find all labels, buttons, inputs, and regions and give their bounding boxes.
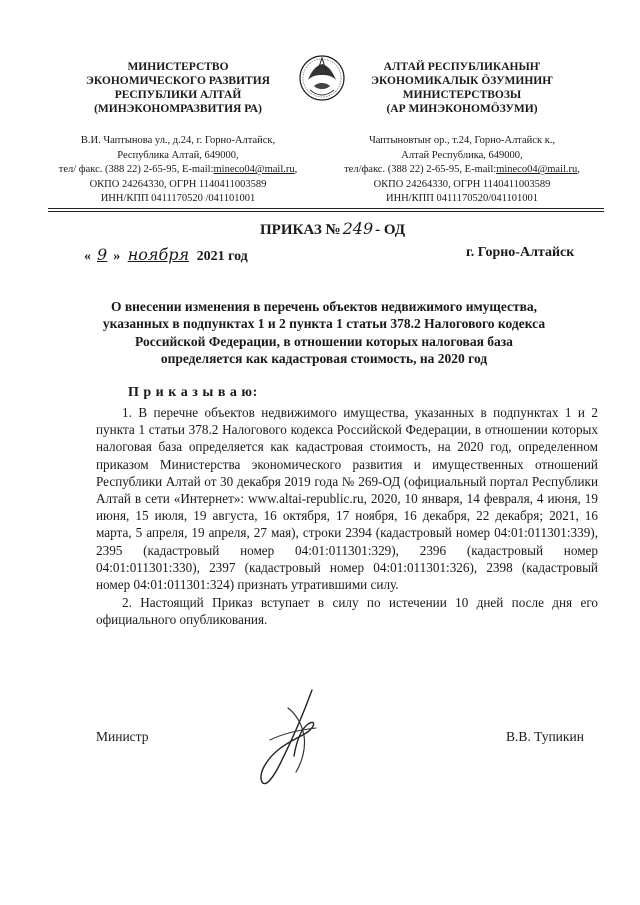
org-address-ru: В.И. Чаптынова ул., д.24, г. Горно-Алтайск, Республика Алтай, 649000, тел/ факс. (388 22) 2-65-95, E-mail:mineco04@mail.ru, ОКПО 24264330, ОГРН 1140411003589 ИНН/КПП 0411170520 /041101001 — [58, 135, 298, 205]
email-link[interactable]: mineco04@mail.ru — [213, 164, 295, 176]
body-heading: П р и к а з ы в а ю: — [128, 385, 258, 400]
org-name-alt: АЛТАЙ РЕСПУБЛИКАНЫҤ ЭКОНОМИКАЛЫК ÖЗУМИНИҤ МИНИСТЕРСТВОЗЫ (АР МИНЭКОНОМÖЗУМИ) — [371, 61, 553, 115]
paragraph-1: 1. В перечне объектов недвижимого имущества, указанных в подпунктах 1 и 2 пункта 1 статьи 378.2 Налогового кодекса Российской Федерации, в отношении которых налоговая база определяется как кадастровая стоимость, на 2020 год, определенном приказом Министерства экономического развития и имущественных отношений Республики Алтай от 30 декабря 2019 года № 269-ОД (официальный портал Республики Алтай в сети «Интернет»: www.altai-republic.ru, 2020, 10 января, 14 февраля, 4 июня, 19 июня, 15 июля, 19 августа, 16 октября, 17 ноября, 16 декабря, 22 декабря; 2021, 16 марта, 5 апреля, 19 апреля, 27 мая), строки 2394 (кадастровый номер 04:01:011301:339), 2395 (кадастровый номер 04:01:011301:329), 2396 (кадастровый номер 04:01:011301:330), 2397 (кадастровый номер 04:01:011301:326), 2398 (кадастровый номер 04:01:011301:324) признать утратившими силу. — [96, 405, 598, 593]
header-divider — [48, 211, 604, 212]
signature-icon — [252, 684, 330, 796]
header-right — [328, 60, 596, 207]
order-date: « 9 » ноября 2021 год — [84, 245, 248, 264]
header-divider — [48, 208, 604, 209]
org-address-alt: Чаптыновтыҥ ор., т.24, Горно-Алтайск к., Алтай Республика, 649000, тел/факс. (388 22) 2-65-95, E-mail:mineco04@mail.ru, ОКПО 24264330, ОГРН 1140411003589 ИНН/КПП 0411170520/041101001 — [344, 135, 580, 205]
order-number-handwritten: 249 — [342, 219, 374, 238]
signatory-position: Министр — [96, 729, 149, 744]
document-title: О внесении изменения в перечень объектов недвижимого имущества, указанных в подпунктах 1 и 2 пункта 1 статьи 378.2 Налогового кодекса Российской Федерации, в отношении которых налоговая база определяется как кадастровая стоимость, на 2020 год — [102, 299, 546, 366]
order-city: г. Горно-Алтайск — [466, 245, 575, 260]
order-body — [96, 404, 598, 629]
order-number: ПРИКАЗ № 249 - ОД — [260, 219, 406, 238]
paragraph-2: 2. Настоящий Приказ вступает в силу по истечении 10 дней после дня его официального опубликования. — [96, 595, 598, 628]
email-link[interactable]: mineco04@mail.ru — [496, 164, 578, 176]
signatory-name: В.В. Тупикин — [506, 729, 584, 744]
org-name-ru: МИНИСТЕРСТВО ЭКОНОМИЧЕСКОГО РАЗВИТИЯ РЕСПУБЛИКИ АЛТАЙ (МИНЭКОНОМРАЗВИТИЯ РА) — [86, 61, 270, 115]
date-month-handwritten: ноября — [127, 245, 190, 264]
header-left — [48, 60, 308, 207]
date-day-handwritten: 9 — [97, 245, 108, 264]
